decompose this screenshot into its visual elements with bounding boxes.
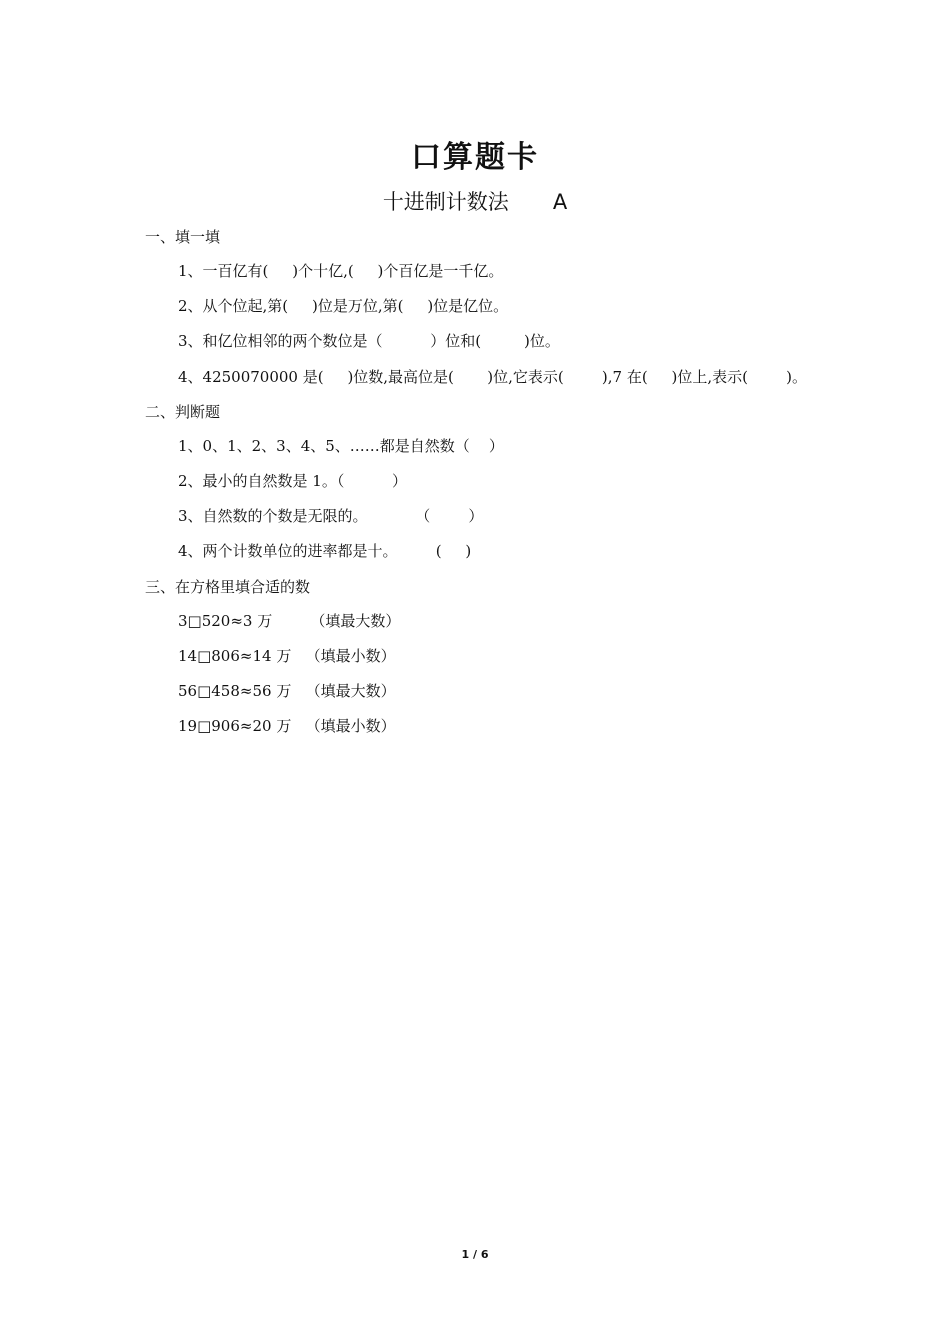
question-item: 19□906≈20 万 （填最小数） [178,717,396,735]
question-item: 14□806≈14 万 （填最小数） [178,647,396,665]
question-item: 3、和亿位相邻的两个数位是（ ）位和( )位。 [178,332,560,350]
page-title: 口算题卡 [411,140,539,175]
section-heading-fill-in: 一、填一填 [145,228,221,246]
question-item: 3、自然数的个数是无限的。 （ ） [178,507,484,525]
question-item: 1、一百亿有( )个十亿,( )个百亿是一千亿。 [178,262,504,280]
subtitle-level: A [552,190,568,214]
question-item: 56□458≈56 万 （填最大数） [178,682,396,700]
question-item: 3□520≈3 万 （填最大数） [178,612,401,630]
page-subtitle [0,186,950,216]
question-item: 4、两个计数单位的进率都是十。 ( ) [178,542,472,560]
subtitle-topic: 十进制计数法 [382,190,509,214]
page-number: 1 / 6 [461,1248,489,1261]
question-item: 1、0、1、2、3、4、5、……都是自然数（ ） [178,437,504,455]
question-item: 4、4250070000 是( )位数,最高位是( )位,它表示( ),7 在( )位上,表示( )。 [178,368,807,386]
section-heading-true-false: 二、判断题 [145,403,221,421]
section-heading-fill-box: 三、在方格里填合适的数 [145,578,311,596]
question-item: 2、最小的自然数是 1。（ ） [178,472,408,490]
question-item: 2、从个位起,第( )位是万位,第( )位是亿位。 [178,297,509,315]
